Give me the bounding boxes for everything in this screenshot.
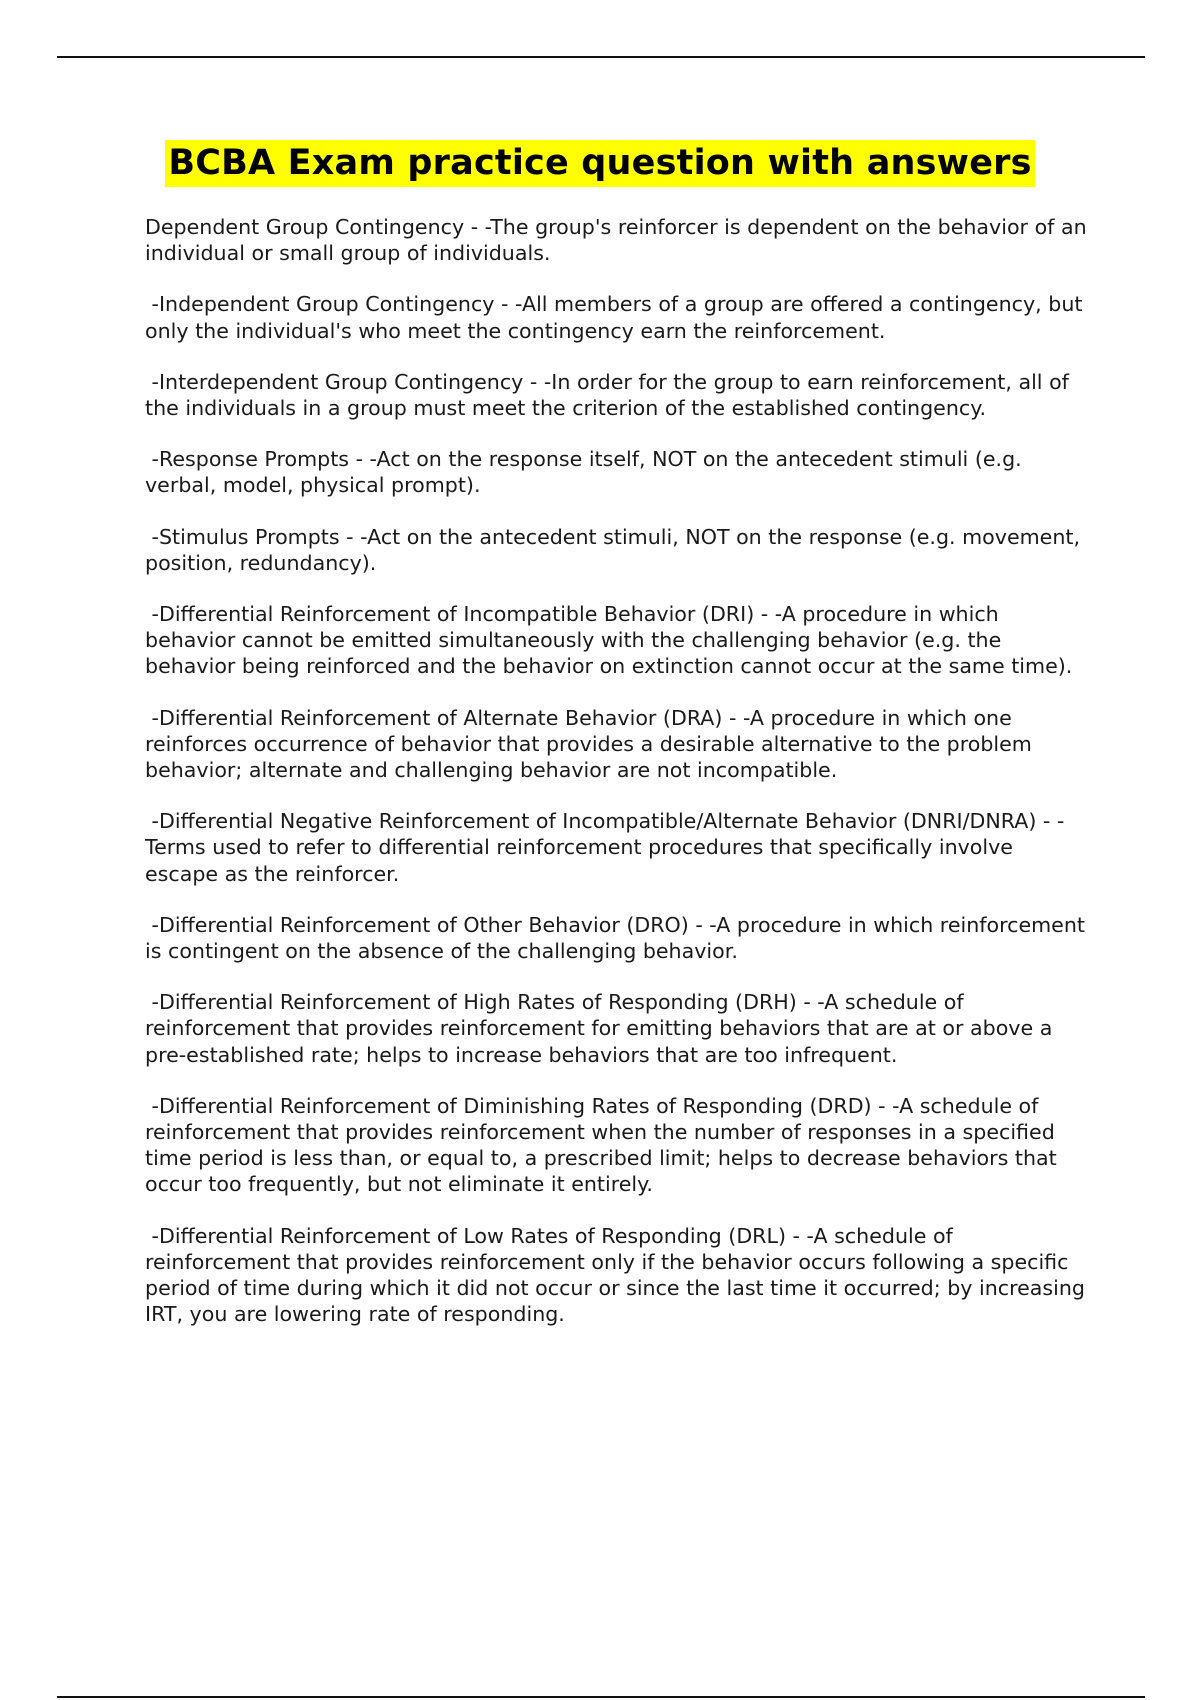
entry-dri: -Differential Reinforcement of Incompatible Behavior (DRI) - -A procedure in which behavior cannot be emitted simultaneously with the challenging behavior (e.g. the behavior being reinforced and the behavior on extinction cannot occur at the same time).: [145, 602, 1073, 679]
entry-dnri-dnra: -Differential Negative Reinforcement of Incompatible/Alternate Behavior (DNRI/DNRA) - -Terms used to refer to differential reinforcement procedures that specifically involve escape as the reinforcer.: [145, 809, 1065, 886]
entry-independent-group-contingency: -Independent Group Contingency - -All members of a group are offered a contingency, but only the individual's who meet the contingency earn the reinforcement.: [145, 292, 1089, 343]
entry-dependent-group-contingency: Dependent Group Contingency - -The group's reinforcer is dependent on the behavior of an individual or small group of individuals.: [145, 215, 1094, 266]
entry-interdependent-group-contingency: -Interdependent Group Contingency - -In order for the group to earn reinforcement, all of the individuals in a group must meet the criterion of the established contingency.: [145, 369, 1076, 421]
entry-drh: -Differential Reinforcement of High Rates of Responding (DRH) - -A schedule of reinforcement that provides reinforcement for emitting behaviors that are at or above a pre-established rate; helps to increase behaviors that are too infrequent.: [145, 990, 1059, 1067]
title-container: [0, 140, 1200, 187]
top-divider: [57, 56, 1145, 58]
bottom-divider: [57, 1696, 1145, 1698]
entry-dro: -Differential Reinforcement of Other Behavior (DRO) - -A procedure in which reinforcement is contingent on the absence of the challenging behavior.: [145, 912, 1092, 964]
entry-stimulus-prompts: -Stimulus Prompts - -Act on the antecedent stimuli, NOT on the response (e.g. movement, position, redundancy).: [145, 524, 1087, 575]
entry-response-prompts: -Response Prompts - -Act on the response itself, NOT on the antecedent stimuli (e.g. verbal, model, physical prompt).: [145, 447, 1029, 498]
page-title: BCBA Exam practice question with answers: [165, 140, 1034, 187]
entry-drl: -Differential Reinforcement of Low Rates of Responding (DRL) - -A schedule of reinforcement that provides reinforcement only if the behavior occurs following a specific period of time during which it did not occur or since the last time it occurred; by increasing IRT, you are lowering rate of responding.: [145, 1223, 1092, 1327]
document-body: [145, 214, 1094, 1353]
entry-drd: -Differential Reinforcement of Diminishing Rates of Responding (DRD) - -A schedule of reinforcement that provides reinforcement when the number of responses in a specified time period is less than, or equal to, a prescribed limit; helps to decrease behaviors that occur too frequently, but not eliminate it entirely.: [145, 1093, 1064, 1197]
entry-dra: -Differential Reinforcement of Alternate Behavior (DRA) - -A procedure in which one reinforces occurrence of behavior that provides a desirable alternative to the problem behavior; alternate and challenging behavior are not incompatible.: [145, 705, 1039, 783]
